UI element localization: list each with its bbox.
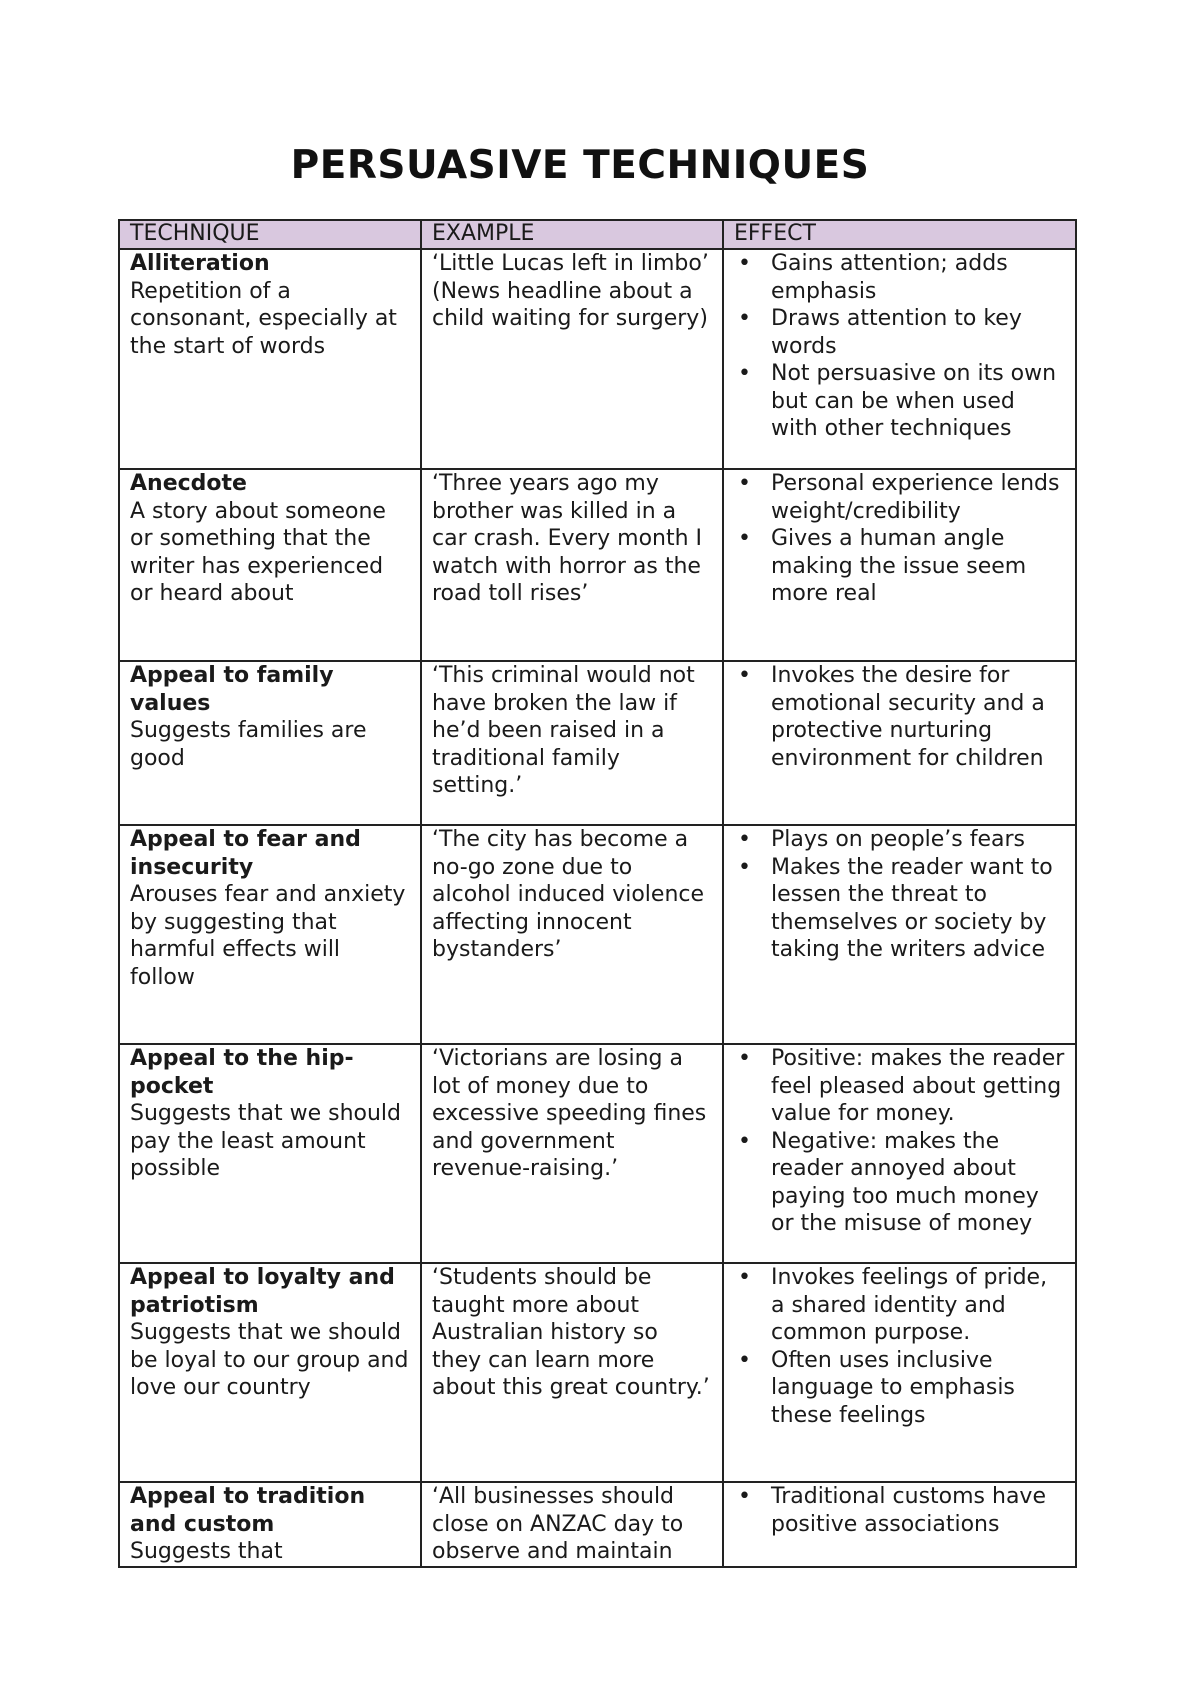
effect-item: • Gives a human angle making the issue seem more real xyxy=(734,525,1065,608)
example-quote: ‘Three years ago my brother was killed in a car crash. Every month I watch with horror as the road toll rises’ xyxy=(432,471,703,606)
technique-name: Appeal to fear and insecurity xyxy=(130,827,361,880)
example-cell xyxy=(421,1263,723,1482)
technique-name: Alliteration xyxy=(130,251,270,276)
effect-item: • Plays on people’s fears xyxy=(734,826,1065,854)
techniques-table xyxy=(118,219,1077,1568)
effect-item: • Personal experience lends weight/credibility xyxy=(734,470,1065,525)
effect-item: • Traditional customs have positive associations xyxy=(734,1483,1065,1538)
example-quote: ‘All businesses should close on ANZAC day to observe and maintain xyxy=(432,1484,684,1564)
effect-list xyxy=(734,1483,1065,1538)
example-quote: ‘The city has become a no-go zone due to alcohol induced violence affecting innocent bystanders’ xyxy=(432,827,705,962)
technique-cell xyxy=(119,825,421,1044)
effect-cell xyxy=(723,825,1076,1044)
example-note: (News headline about a child waiting for surgery) xyxy=(432,278,708,331)
example-quote: ‘This criminal would not have broken the law if he’d been raised in a traditional family setting.’ xyxy=(432,663,695,798)
effect-item: • Draws attention to key words xyxy=(734,305,1065,360)
effect-cell xyxy=(723,1482,1076,1567)
technique-description: Suggests that xyxy=(130,1539,283,1564)
column-header-effect: EFFECT xyxy=(723,220,1076,249)
technique-cell xyxy=(119,1044,421,1263)
effect-item: • Positive: makes the reader feel pleased about getting value for money. xyxy=(734,1045,1065,1128)
effect-list xyxy=(734,470,1065,608)
technique-cell xyxy=(119,469,421,661)
effect-item: • Gains attention; adds emphasis xyxy=(734,250,1065,305)
effect-item: • Makes the reader want to lessen the threat to themselves or society by taking the writers advice xyxy=(734,854,1065,964)
effect-item: • Invokes feelings of pride, a shared identity and common purpose. xyxy=(734,1264,1065,1347)
effect-cell xyxy=(723,1044,1076,1263)
effect-cell xyxy=(723,249,1076,469)
example-cell xyxy=(421,469,723,661)
technique-description: Repetition of a consonant, especially at the start of words xyxy=(130,278,397,359)
effect-item: • Negative: makes the reader annoyed about paying too much money or the misuse of money xyxy=(734,1128,1065,1238)
technique-cell xyxy=(119,661,421,825)
effect-list xyxy=(734,250,1065,443)
technique-description: Arouses fear and anxiety by suggesting that harmful effects will follow xyxy=(130,882,406,990)
effect-item: • Not persuasive on its own but can be when used with other techniques xyxy=(734,360,1065,443)
example-quote: ‘Students should be taught more about Australian history so they can learn more about this great country.’ xyxy=(432,1265,710,1400)
effect-list xyxy=(734,826,1065,964)
table-row xyxy=(119,1044,1076,1263)
table-row xyxy=(119,249,1076,469)
example-cell xyxy=(421,1482,723,1567)
effect-list xyxy=(734,662,1065,772)
example-cell xyxy=(421,825,723,1044)
effect-list xyxy=(734,1264,1065,1429)
example-cell xyxy=(421,249,723,469)
table-row xyxy=(119,1263,1076,1482)
technique-name: Appeal to the hip-pocket xyxy=(130,1046,354,1099)
technique-cell xyxy=(119,1263,421,1482)
effect-cell xyxy=(723,661,1076,825)
effect-cell xyxy=(723,469,1076,661)
technique-description: Suggests that we should pay the least amount possible xyxy=(130,1101,401,1181)
table-row xyxy=(119,661,1076,825)
table-row xyxy=(119,1482,1076,1567)
technique-name: Appeal to family values xyxy=(130,663,334,716)
technique-description: Suggests families are good xyxy=(130,718,367,771)
effect-list xyxy=(734,1045,1065,1238)
effect-item: • Invokes the desire for emotional security and a protective nurturing environment for children xyxy=(734,662,1065,772)
table-row xyxy=(119,469,1076,661)
page-title: PERSUASIVE TECHNIQUES xyxy=(290,143,870,188)
example-cell xyxy=(421,1044,723,1263)
technique-name: Appeal to loyalty and patriotism xyxy=(130,1265,395,1318)
technique-cell xyxy=(119,1482,421,1567)
technique-name: Appeal to tradition and custom xyxy=(130,1484,366,1537)
example-cell xyxy=(421,661,723,825)
example-quote: ‘Victorians are losing a lot of money due to excessive speeding fines and government revenue-raising.’ xyxy=(432,1046,707,1181)
column-header-example: EXAMPLE xyxy=(421,220,723,249)
technique-name: Anecdote xyxy=(130,471,247,496)
technique-cell xyxy=(119,249,421,469)
table-row xyxy=(119,825,1076,1044)
column-header-technique: TECHNIQUE xyxy=(119,220,421,249)
effect-item: • Often uses inclusive language to emphasis these feelings xyxy=(734,1347,1065,1430)
example-quote: ‘Little Lucas left in limbo’ xyxy=(432,251,709,276)
technique-description: A story about someone or something that the writer has experienced or heard about xyxy=(130,498,386,606)
effect-cell xyxy=(723,1263,1076,1482)
technique-description: Suggests that we should be loyal to our group and love our country xyxy=(130,1320,409,1400)
table-header-row xyxy=(119,220,1076,249)
